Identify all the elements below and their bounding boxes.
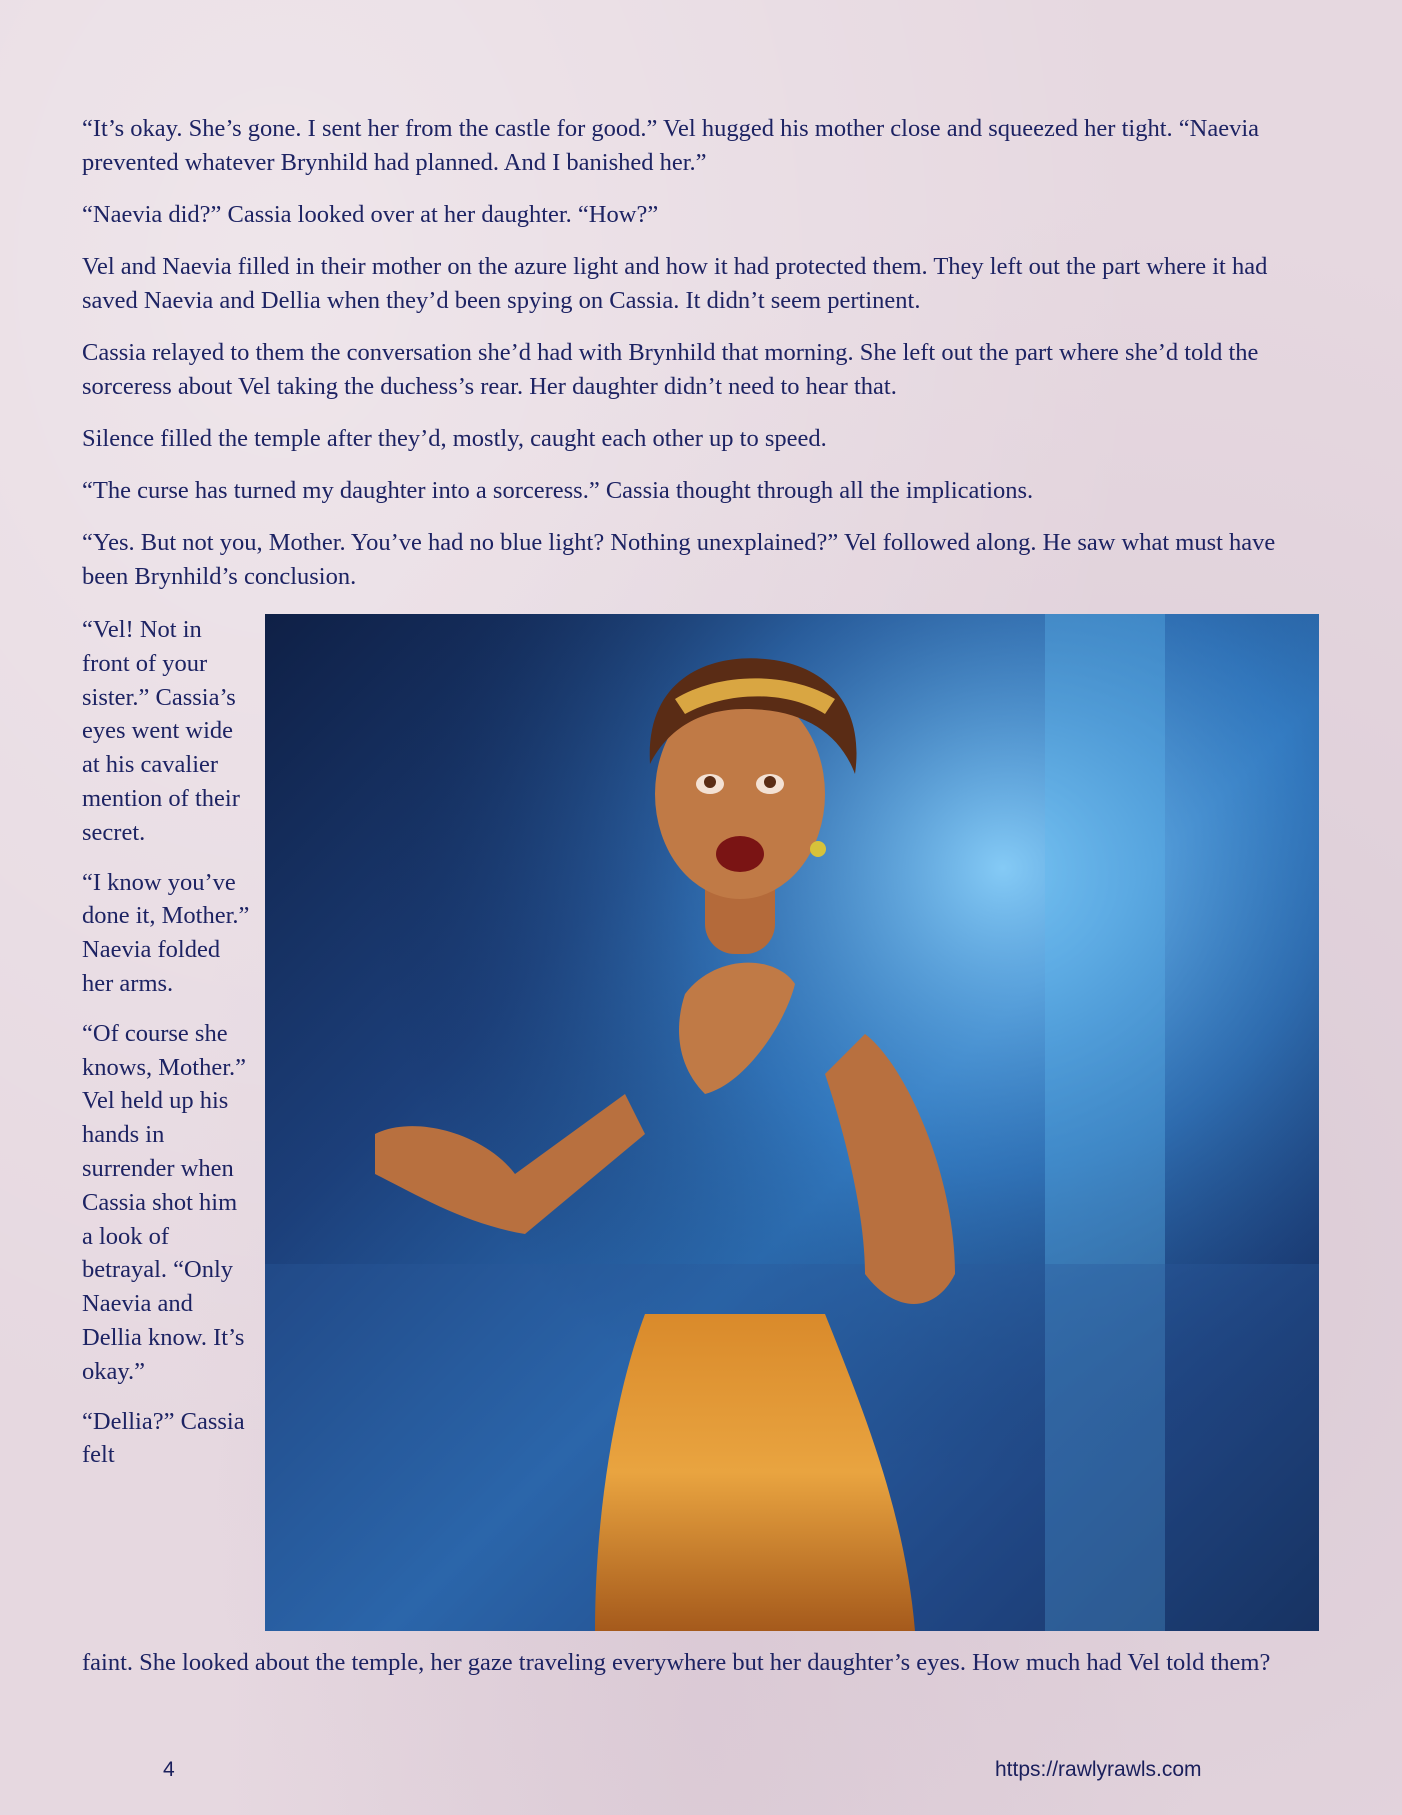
right-iris (764, 776, 776, 788)
paragraph: “Yes. But not you, Mother. You’ve had no blue light? Nothing unexplained?” Vel followed along. He saw what must have been Brynhild’s conclusion. (82, 529, 1276, 590)
body-text-top (82, 112, 1322, 612)
paragraph: faint. She looked about the temple, her gaze traveling everywhere but her daughter’s eyes. How much had Vel told them? (82, 1649, 1271, 1676)
mouth (716, 836, 764, 872)
paragraph: Silence filled the temple after they’d, mostly, caught each other up to speed. (82, 425, 827, 452)
paragraph: Vel and Naevia filled in their mother on the azure light and how it had protected them. They left out the part where it had saved Naevia and Dellia when they’d been spying on Cassia. It didn’t seem pertinent. (82, 253, 1268, 314)
illustration-svg (265, 614, 1319, 1631)
paragraph: “Vel! Not in front of your sister.” Cassia’s eyes went wide at his cavalier mention of their secret. (82, 616, 240, 846)
paragraph-wrap-start: “Dellia?” Cassia felt (82, 1407, 245, 1469)
paragraph: “Naevia did?” Cassia looked over at her daughter. “How?” (82, 201, 659, 228)
left-iris (704, 776, 716, 788)
wrapped-text-column (82, 613, 254, 1472)
paragraph: “Of course she knows, Mother.” Vel held up his hands in surrender when Cassia shot him a look of betrayal. “Only Naevia and Dellia know. It’s okay.” (82, 1019, 246, 1385)
body-text-bottom (82, 1646, 1322, 1680)
page-number: 4 (163, 1758, 175, 1781)
paragraph: “It’s okay. She’s gone. I sent her from the castle for good.” Vel hugged his mother close and squeezed her tight. “Naevia prevented whatever Brynhild had planned. And I banished her.” (82, 115, 1260, 176)
illustration-woman-in-temple (265, 614, 1319, 1631)
footer-url[interactable]: https://rawlyrawls.com (995, 1758, 1202, 1781)
paragraph: “The curse has turned my daughter into a sorceress.” Cassia thought through all the implications. (82, 477, 1034, 504)
earring (810, 841, 826, 857)
paragraph: “I know you’ve done it, Mother.” Naevia folded her arms. (82, 868, 250, 997)
paragraph: Cassia relayed to them the conversation she’d had with Brynhild that morning. She left out the part where she’d told the sorceress about Vel taking the duchess’s rear. Her daughter didn’t need to hear that. (82, 339, 1259, 400)
